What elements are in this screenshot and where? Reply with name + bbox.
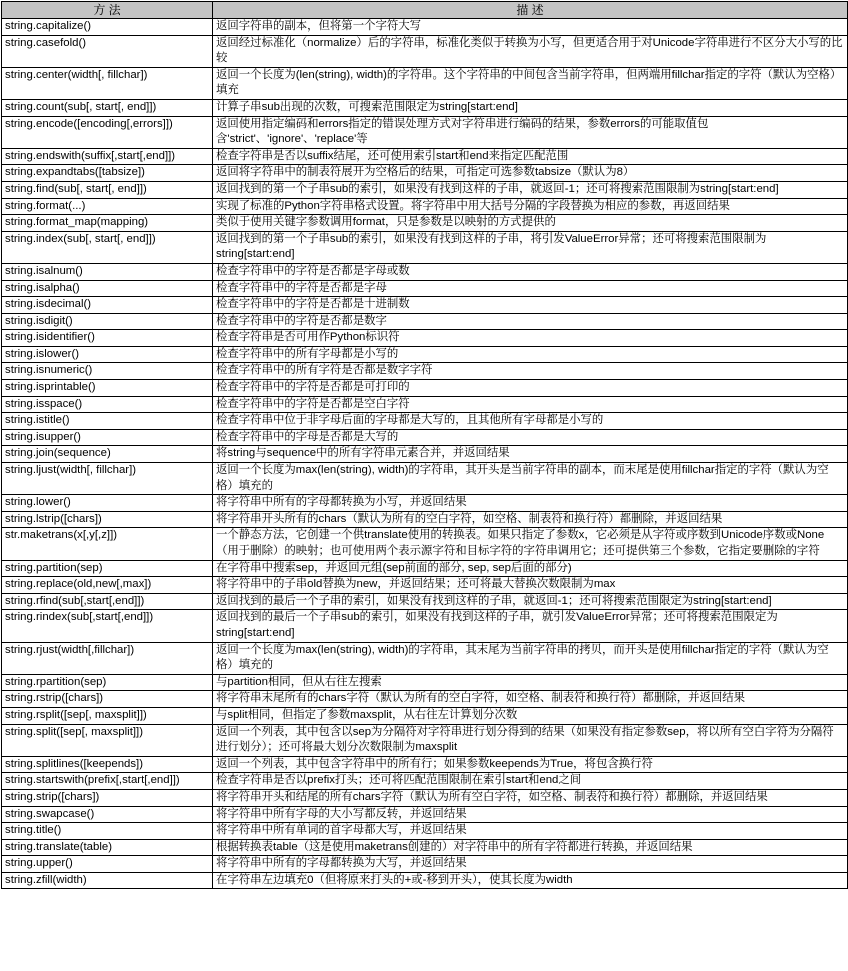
table-row [2,463,848,495]
description-cell: 检查字符串中的字符是否都是空白字符 [213,396,848,413]
method-cell: string.expandtabs([tabsize]) [2,165,213,182]
table-row [2,756,848,773]
description-cell: 返回一个长度为max(len(string), width)的字符串，其开头是当前字符串的副本，而末尾是使用fillchar指定的字符（默认为空格）填充的 [213,463,848,495]
method-cell: string.isdigit() [2,313,213,330]
method-cell: string.title() [2,823,213,840]
table-row [2,429,848,446]
table-row [2,789,848,806]
description-cell: 检查字符串是否以prefix打头；还可将匹配范围限制在索引start和end之间 [213,773,848,790]
table-row [2,593,848,610]
table-row [2,280,848,297]
description-cell: 检查字符串中位于非字母后面的字母都是大写的，且其他所有字母都是小写的 [213,413,848,430]
description-cell: 检查字符串中的字符是否都是字母 [213,280,848,297]
table-row [2,148,848,165]
method-cell: string.partition(sep) [2,560,213,577]
method-cell: string.rpartition(sep) [2,674,213,691]
method-cell: string.rstrip([chars]) [2,691,213,708]
description-cell: 检查字符串是否可用作Python标识符 [213,330,848,347]
method-cell: string.isprintable() [2,380,213,397]
table-body [2,19,848,889]
table-row [2,231,848,263]
table-row [2,610,848,642]
description-cell: 返回找到的最后一个子串sub的索引，如果没有找到这样的子串，就引发ValueError异常；还可将搜索范围限定为string[start:end] [213,610,848,642]
method-cell: string.lower() [2,495,213,512]
method-cell: string.islower() [2,346,213,363]
method-cell: string.rjust(width[,fillchar]) [2,642,213,674]
table-row [2,263,848,280]
method-cell: string.swapcase() [2,806,213,823]
description-cell: 检查字符串中的字符是否都是数字 [213,313,848,330]
description-cell: 返回找到的第一个子串sub的索引，如果没有找到这样的子串，就返回-1；还可将搜索范围限制为string[start:end] [213,181,848,198]
description-cell: 将字符串中所有字母的大小写都反转，并返回结果 [213,806,848,823]
description-cell: 将字符串中所有的字母都转换为小写，并返回结果 [213,495,848,512]
description-cell: 返回一个长度为(len(string), width)的字符串。这个字符串的中间包含当前字符串，但两端用fillchar指定的字符（默认为空格）填充 [213,67,848,99]
method-cell: string.capitalize() [2,19,213,36]
method-cell: string.isdecimal() [2,297,213,314]
method-cell: string.splitlines([keepends]) [2,756,213,773]
method-cell: string.upper() [2,856,213,873]
method-cell: string.rindex(sub[,start[,end]]) [2,610,213,642]
table-row [2,396,848,413]
table-row [2,67,848,99]
table-row [2,35,848,67]
table-row [2,577,848,594]
table-row [2,363,848,380]
table-row [2,330,848,347]
table-row [2,872,848,889]
table-row [2,674,848,691]
method-cell: string.isupper() [2,429,213,446]
table-row [2,839,848,856]
method-cell: string.zfill(width) [2,872,213,889]
table-row [2,642,848,674]
description-cell: 检查字符串是否以suffix结尾，还可使用索引start和end来指定匹配范围 [213,148,848,165]
description-cell: 返回找到的最后一个子串的索引，如果没有找到这样的子串，就返回-1；还可将搜索范围限定为string[start:end] [213,593,848,610]
table-row [2,19,848,36]
method-cell: string.center(width[, fillchar]) [2,67,213,99]
description-cell: 返回使用指定编码和errors指定的错误处理方式对字符串进行编码的结果，参数errors的可能取值包含'strict'、'ignore'、'replace'等 [213,116,848,148]
method-cell: string.replace(old,new[,max]) [2,577,213,594]
description-cell: 检查字符串中的字符是否都是十进制数 [213,297,848,314]
table-row [2,346,848,363]
description-cell: 返回找到的第一个子串sub的索引，如果没有找到这样的子串，将引发ValueError异常；还可将搜索范围限制为string[start:end] [213,231,848,263]
description-cell: 将字符串开头和结尾的所有chars字符（默认为所有空白字符，如空格、制表符和换行符）都删除，并返回结果 [213,789,848,806]
method-cell: string.isalpha() [2,280,213,297]
method-cell: string.split([sep[, maxsplit]]) [2,724,213,756]
method-cell: string.format(...) [2,198,213,215]
method-cell: string.format_map(mapping) [2,215,213,232]
description-cell: 检查字符串中的字母是否都是大写的 [213,429,848,446]
table-row [2,495,848,512]
table-row [2,297,848,314]
description-cell: 返回一个列表，其中包含字符串中的所有行；如果参数keepends为True，将包含换行符 [213,756,848,773]
description-cell: 返回一个列表，其中包含以sep为分隔符对字符串进行划分得到的结果（如果没有指定参数sep，将以所有空白字符为分隔符进行划分）；还可将最大划分次数限制为maxsplit [213,724,848,756]
description-cell: 根据转换表table（这是使用maketrans创建的）对字符串中的所有字符都进行转换，并返回结果 [213,839,848,856]
table-row [2,313,848,330]
description-cell: 在字符串中搜索sep，并返回元组(sep前面的部分, sep, sep后面的部分) [213,560,848,577]
description-column-header: 描 述 [213,2,848,19]
description-cell: 实现了标准的Python字符串格式设置。将字符串中用大括号分隔的字段替换为相应的参数，再返回结果 [213,198,848,215]
description-cell: 一个静态方法，它创建一个供translate使用的转换表。如果只指定了参数x，它必须是从字符或序数到Unicode序数或None（用于删除）的映射；也可使用两个表示源字符和目标字符的字符串调用它；还可提供第三个参数，它指定要删除的字符 [213,528,848,560]
table-row [2,198,848,215]
method-cell: string.isidentifier() [2,330,213,347]
method-column-header: 方 法 [2,2,213,19]
table-row [2,528,848,560]
table-row [2,446,848,463]
method-cell: string.isalnum() [2,263,213,280]
header-row [2,2,848,19]
description-cell: 将字符串中所有的字母都转换为大写，并返回结果 [213,856,848,873]
method-cell: string.isnumeric() [2,363,213,380]
table-row [2,560,848,577]
table-row [2,707,848,724]
method-cell: string.endswith(suffix[,start[,end]]) [2,148,213,165]
method-cell: string.rfind(sub[,start[,end]]) [2,593,213,610]
table-row [2,215,848,232]
method-cell: string.startswith(prefix[,start[,end]]) [2,773,213,790]
table-row [2,99,848,116]
description-cell: 检查字符串中的字符是否都是字母或数 [213,263,848,280]
method-cell: string.encode([encoding[,errors]]) [2,116,213,148]
method-cell: string.count(sub[, start[, end]]) [2,99,213,116]
description-cell: 返回一个长度为max(len(string), width)的字符串，其末尾为当前字符串的拷贝，而开头是使用fillchar指定的字符（默认为空格）填充的 [213,642,848,674]
table-row [2,165,848,182]
description-cell: 检查字符串中的字符是否都是可打印的 [213,380,848,397]
table-row [2,806,848,823]
table-row [2,724,848,756]
description-cell: 将字符串开头所有的chars（默认为所有的空白字符，如空格、制表符和换行符）都删除，并返回结果 [213,511,848,528]
table-row [2,856,848,873]
method-cell: string.join(sequence) [2,446,213,463]
table-row [2,413,848,430]
method-cell: string.casefold() [2,35,213,67]
description-cell: 将string与sequence中的所有字符串元素合并，并返回结果 [213,446,848,463]
description-cell: 将字符串中的子串old替换为new，并返回结果；还可将最大替换次数限制为max [213,577,848,594]
table-row [2,773,848,790]
table-row [2,823,848,840]
description-cell: 检查字符串中的所有字符是否都是数字字符 [213,363,848,380]
method-cell: string.istitle() [2,413,213,430]
method-cell: string.lstrip([chars]) [2,511,213,528]
description-cell: 在字符串左边填充0（但将原来打头的+或-移到开头），使其长度为width [213,872,848,889]
table-row [2,116,848,148]
method-cell: string.translate(table) [2,839,213,856]
description-cell: 返回将字符串中的制表符展开为空格后的结果，可指定可选参数tabsize（默认为8） [213,165,848,182]
description-cell: 与split相同，但指定了参数maxsplit，从右往左计算划分次数 [213,707,848,724]
method-cell: string.find(sub[, start[, end]]) [2,181,213,198]
description-cell: 将字符串中所有单词的首字母都大写，并返回结果 [213,823,848,840]
method-cell: string.index(sub[, start[, end]]) [2,231,213,263]
description-cell: 将字符串末尾所有的chars字符（默认为所有的空白字符，如空格、制表符和换行符）都删除，并返回结果 [213,691,848,708]
description-cell: 返回字符串的副本，但将第一个字符大写 [213,19,848,36]
description-cell: 与partition相同，但从右往左搜索 [213,674,848,691]
string-methods-table [1,1,848,889]
description-cell: 检查字符串中的所有字母都是小写的 [213,346,848,363]
method-cell: string.rsplit([sep[, maxsplit]]) [2,707,213,724]
table-row [2,181,848,198]
table-row [2,511,848,528]
description-cell: 类似于使用关键字参数调用format，只是参数是以映射的方式提供的 [213,215,848,232]
method-cell: string.isspace() [2,396,213,413]
table-row [2,380,848,397]
table-row [2,691,848,708]
description-cell: 计算子串sub出现的次数，可搜索范围限定为string[start:end] [213,99,848,116]
method-cell: string.ljust(width[, fillchar]) [2,463,213,495]
description-cell: 返回经过标准化（normalize）后的字符串，标准化类似于转换为小写，但更适合用于对Unicode字符串进行不区分大小写的比较 [213,35,848,67]
method-cell: str.maketrans(x[,y[,z]]) [2,528,213,560]
method-cell: string.strip([chars]) [2,789,213,806]
